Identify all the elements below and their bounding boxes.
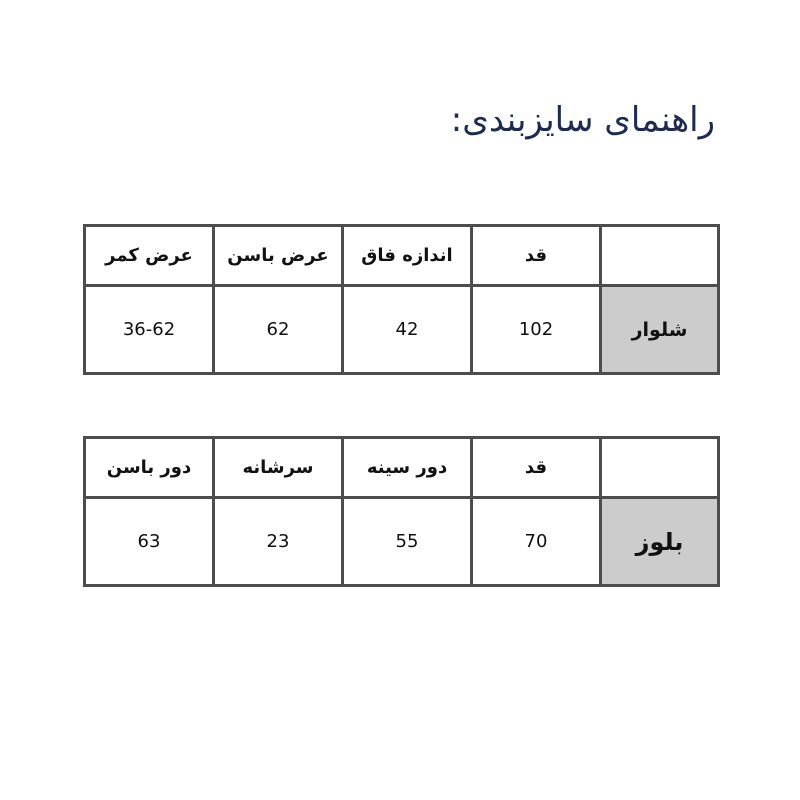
- table-header-row: [85, 438, 719, 498]
- blouse-size-table: [83, 436, 720, 587]
- header-length: قد: [472, 226, 601, 286]
- cell-waist-width: 36-62: [85, 286, 214, 374]
- header-chest-circumference: دور سینه: [343, 438, 472, 498]
- row-label-pants: شلوار: [601, 286, 719, 374]
- cell-hip-circumference: 63: [85, 498, 214, 586]
- cell-chest-circumference: 55: [343, 498, 472, 586]
- header-length: قد: [472, 438, 601, 498]
- header-corner-empty: [601, 438, 719, 498]
- page-title: راهنمای سایزبندی:: [450, 100, 715, 140]
- header-hip-width: عرض باسن: [214, 226, 343, 286]
- header-waist-width: عرض کمر: [85, 226, 214, 286]
- header-crotch-size: اندازه فاق: [343, 226, 472, 286]
- table-row: [85, 286, 719, 374]
- row-label-blouse: بلوز: [601, 498, 719, 586]
- header-hip-circumference: دور باسن: [85, 438, 214, 498]
- cell-hip-width: 62: [214, 286, 343, 374]
- pants-size-table: [83, 224, 720, 375]
- cell-shoulder-width: 23: [214, 498, 343, 586]
- table-row: [85, 498, 719, 586]
- cell-crotch-size: 42: [343, 286, 472, 374]
- header-corner-empty: [601, 226, 719, 286]
- cell-length: 70: [472, 498, 601, 586]
- header-shoulder-width: سرشانه: [214, 438, 343, 498]
- cell-length: 102: [472, 286, 601, 374]
- table-header-row: [85, 226, 719, 286]
